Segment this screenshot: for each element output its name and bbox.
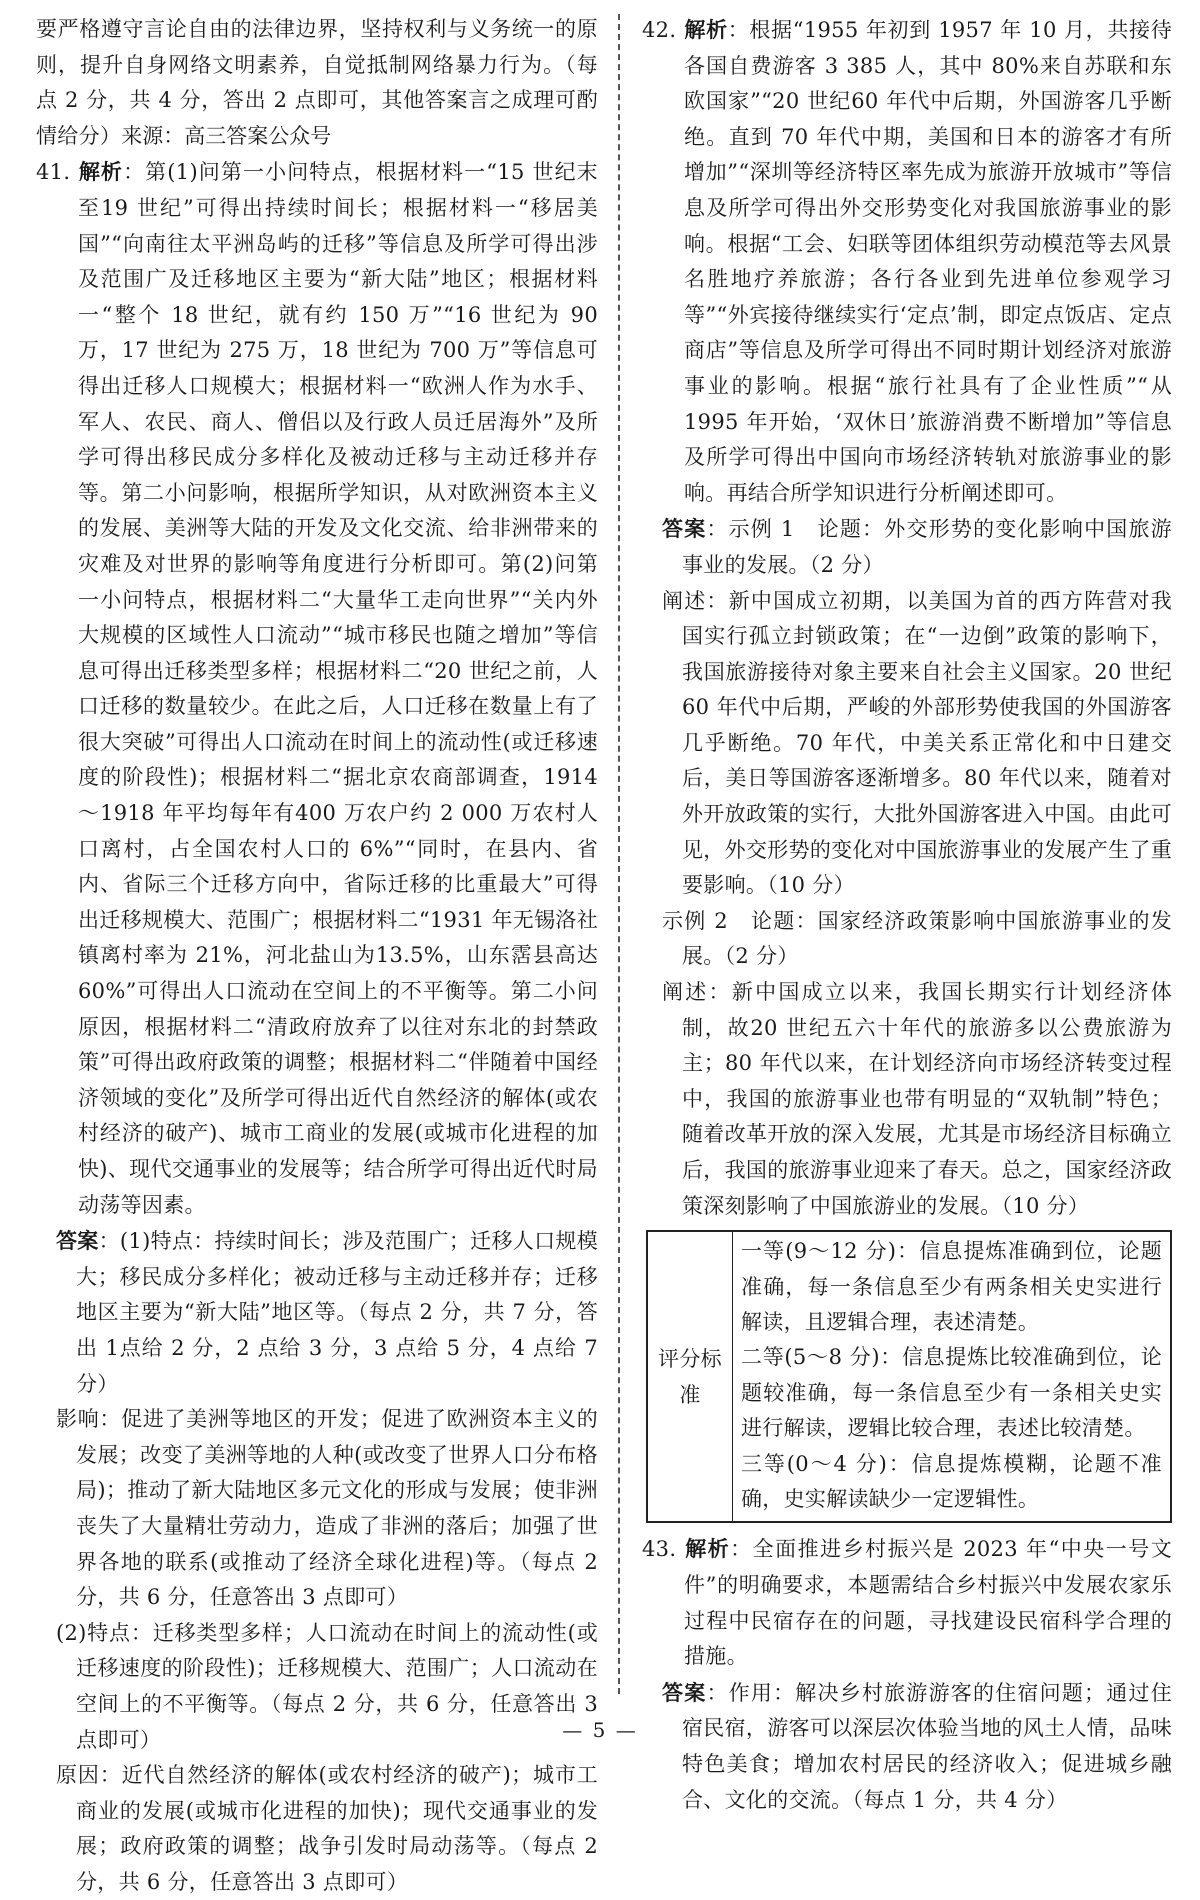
- question-number: 43.: [642, 1537, 677, 1562]
- question-43: [642, 1531, 1172, 1674]
- page-number: — 5 —: [562, 1718, 638, 1742]
- source-note: 来源：高三答案公众号: [121, 123, 332, 148]
- example-1-body: 阐述：新中国成立初期，以美国为首的西方阵营对我国实行孤立封锁政策；在“一边倒”政策的影响下，我国旅游接待对象主要来自社会主义国家。20 世纪 60 年代中后期，严峻的外部形势使我国的外国游客几乎断绝。70 年代，中美关系正常化和中日建交后，美日等国游客逐渐增多。80 年代以来，随着对外开放政策的实行，大批外国游客进入中国。由此可见，外交形势的变化对中国旅游事业的发展产生了重要影响。（10 分）: [662, 588, 1172, 898]
- answer-41: [36, 1223, 598, 1900]
- analysis-text: ：全面推进乡村振兴是 2023 年“中央一号文件”的明确要求，本题需结合乡村振兴中发展农家乐过程中民宿存在的问题，寻找建设民宿科学合理的措施。: [684, 1537, 1172, 1669]
- analysis-label: 解析: [684, 17, 728, 42]
- rubric-label: 评分标准: [648, 1232, 733, 1521]
- question-number: 41.: [36, 160, 71, 185]
- continued-answer-40: 要严格遵守言论自由的法律边界，坚持权利与义务统一的原则，提升自身网络文明素养，自觉抵制网络暴力行为。（每点 2 分，共 4 分，答出 2 点即可，其他答案言之成理可酌情给分）来源：高三答案公众号: [36, 17, 598, 148]
- analysis-label: 解析: [78, 159, 124, 185]
- question-42: [642, 12, 1172, 511]
- answer-43: [642, 1675, 1172, 1818]
- answer-part1-features: ：(1)特点：持续时间长；涉及范围广；迁移人口规模大；移民成分多样化；被动迁移与主动迁移并存；迁移地区主要为“新大陆”地区等。（每点 2 分，共 7 分，答出 1点给 2 分，2 点给 3 分，3 点给 5 分，4 点给 7 分）: [76, 1229, 598, 1396]
- rubric-tier-3: 三等(0～4 分)：信息提炼模糊，论题不准确，史实解读缺少一定逻辑性。: [741, 1451, 1162, 1512]
- question-41: [36, 154, 598, 1223]
- answer-part1-impact: 影响：促进了美洲等地区的开发；促进了欧洲资本主义的发展；改变了美洲等地的人种(或改变了世界人口分布格局)；推动了新大陆地区多元文化的形成与发展；使非洲丧失了大量精壮劳动力，造成了非洲的落后；加强了世界各地的联系(或推动了经济全球化进程)等。（每点 2 分，共 6 分，任意答出 3 点即可）: [56, 1407, 598, 1610]
- column-divider: [618, 14, 620, 1694]
- example-1-title: ：示例 1 论题：外交形势的变化影响中国旅游事业的发展。（2 分）: [682, 517, 1172, 577]
- right-column: [642, 12, 1172, 1818]
- answer-label: 答案: [662, 1679, 707, 1705]
- rubric-tier-2: 二等(5～8 分)：信息提炼比较准确到位，论题较准确，每一条信息至少有一条相关史实进行解读，逻辑比较合理，表述比较清楚。: [741, 1345, 1162, 1441]
- left-column: [36, 12, 598, 1900]
- answer-label: 答案: [56, 1228, 99, 1254]
- question-number: 42.: [642, 18, 677, 42]
- answer-text: ：作用：解决乡村旅游游客的住宿问题；通过住宿民宿，游客可以深层次体验当地的风土人情，品味特色美食；增加农村居民的经济收入；促进城乡融合、文化的交流。（每点 1 分，共 4 分）: [682, 1680, 1172, 1812]
- answer-part2-reasons: 原因：近代自然经济的解体(或农村经济的破产)；城市工商业的发展(或城市化进程的加快)；现代交通事业的发展；政府政策的调整；战争引发时局动荡等。（每点 2分，共 6 分，任意答出 3 点即可）: [56, 1763, 598, 1894]
- scoring-rubric: [646, 1230, 1172, 1523]
- answer-label: 答案: [662, 516, 707, 542]
- rubric-tiers: [733, 1232, 1170, 1521]
- example-2-body: 阐述：新中国成立以来，我国长期实行计划经济体制，故20 世纪五六十年代的旅游多以公费旅游为主；80 年代以来，在计划经济向市场经济转变过程中，我国的旅游事业也带有明显的“双轨制”特色；随着改革开放的深入发展，尤其是市场经济目标确立后，我国的旅游事业迎来了春天。总之，国家经济政策深刻影响了中国旅游业的发展。（10 分）: [662, 980, 1172, 1218]
- answer-42: [642, 511, 1172, 1224]
- example-2-title: 示例 2 论题：国家经济政策影响中国旅游事业的发展。（2 分）: [662, 908, 1172, 969]
- rubric-tier-1: 一等(9～12 分)：信息提炼准确到位，论题准确，每一条信息至少有两条相关史实进行解读，且逻辑合理，表述清楚。: [741, 1239, 1162, 1334]
- analysis-text: ：根据“1955 年初到 1957 年 10 月，共接待各国自费游客 3 385 人，其中 80%来自苏联和东欧国家”“20 世纪60 年代中后期，外国游客几乎断绝。直到 70 年代中期，美国和日本的游客才有所增加”“深圳等经济特区率先成为旅游开放城市”等信息及所学可得出外交形势变化对我国旅游事业的影响。根据“工会、妇联等团体组织劳动模范等去风景名胜地疗养旅游；各行各业到先进单位参观学习等”“外宾接待继续实行‘定点’制，即定点饭店、定点商店”等信息及所学可得出不同时期计划经济对旅游事业的影响。根据“旅行社具有了企业性质”“从 1995 年开始，‘双休日’旅游消费不断增加”等信息及所学可得出中国向市场经济转轨对旅游事业的影响。再结合所学知识进行分析阐述即可。: [684, 18, 1172, 505]
- analysis-label: 解析: [684, 1536, 731, 1562]
- answer-part2-features: (2)特点：迁移类型多样；人口流动在时间上的流动性(或迁移速度的阶段性)；迁移规模大、范围广；人口流动在空间上的不平衡等。（每点 2 分，共 6 分，任意答出 3点即可）: [56, 1620, 598, 1752]
- analysis-text: ：第(1)问第一小问特点，根据材料一“15 世纪末至19 世纪”可得出持续时间长；根据材料一“移居美国”“向南往太平洲岛屿的迁移”等信息及所学可得出涉及范围广及迁移地区主要为“新大陆”地区；根据材料一“整个 18 世纪，就有约 150 万”“16 世纪为 90 万，17 世纪为 275 万，18 世纪为 700 万”等信息可得出迁移人口规模大；根据材料一“欧洲人作为水手、军人、农民、商人、僧侣以及行政人员迁居海外”及所学可得出移民成分多样化及被动迁移与主动迁移并存等。第二小问影响，根据所学知识，从对欧洲资本主义的发展、美洲等大陆的开发及文化交流、给非洲带来的灾难及对世界的影响等角度进行分析即可。第(2)问第一小问特点，根据材料二“大量华工走向世界”“关内外大规模的区域性人口流动”“城市移民也随之增加”等信息可得出迁移类型多样；根据材料二“20 世纪之前，人口迁移的数量较少。在此之后，人口迁移在数量上有了很大突破”可得出人口流动在时间上的流动性(或迁移速度的阶段性)；根据材料二“据北京农商部调查，1914～1918 年平均每年有400 万农户约 2 000 万农村人口离村，占全国农村人口的 6%”“同时，在县内、省内、省际三个迁移方向中，省际迁移的比重最大”可得出迁移规模大、范围广；根据材料二“1931 年无锡洛社镇离村率为 21%，河北盐山为13.5%，山东霑县高达 60%”可得出人口流动在空间上的不平衡等。第二小问原因，根据材料二“清政府放弃了以往对东北的封禁政策”可得出政府政策的调整；根据材料二“伴随着中国经济领域的变化”及所学可得出近代自然经济的解体(或农村经济的破产)、城市工商业的发展(或城市化进程的加快)、现代交通事业的发展等；结合所学可得出近代时局动荡等因素。: [78, 160, 598, 1217]
